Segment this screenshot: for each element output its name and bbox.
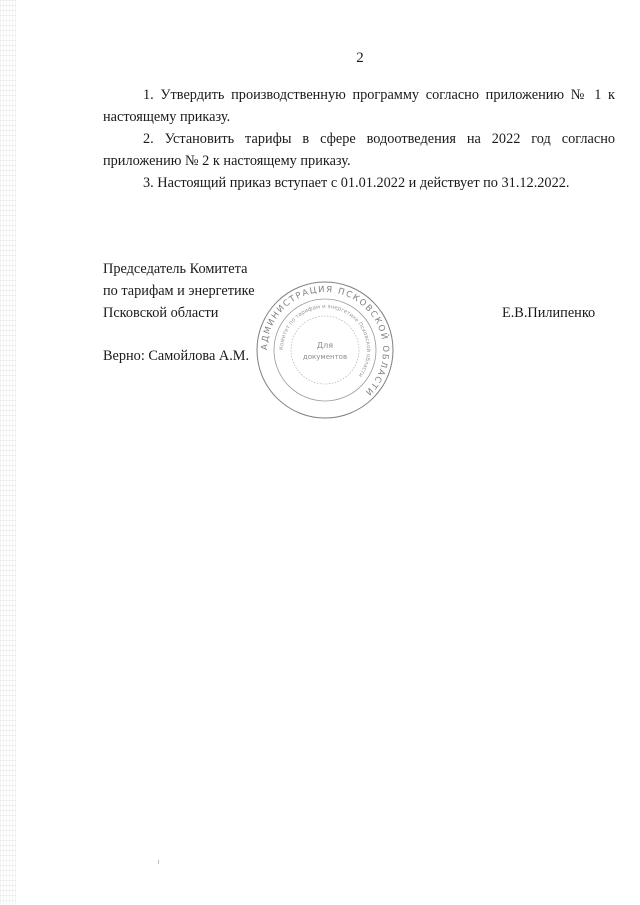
- seal-inner-text: Комитет по тарифам и энергетике Псковской области: [278, 303, 372, 378]
- signer-name: Е.В.Пилипенко: [502, 305, 596, 321]
- position-line-1: Председатель Комитета: [103, 261, 248, 277]
- page-number: 2: [356, 50, 364, 66]
- seal-center-line-1: Для: [316, 341, 334, 350]
- official-seal: [255, 280, 395, 420]
- paragraph-2: 2. Установить тарифы в сфере водоотведения на 2022 год согласно приложению № 2 к настоящему приказу.: [103, 131, 615, 169]
- signatory-position: [103, 258, 255, 324]
- scan-edge-artifact: [0, 0, 16, 905]
- scan-mark: [158, 860, 159, 864]
- paragraph-1: 1. Утвердить производственную программу согласно приложению № 1 к настоящему приказу.: [103, 87, 615, 125]
- verified-by: Верно: Самойлова А.М.: [103, 348, 250, 364]
- seal-center-line-2: документов: [302, 353, 348, 361]
- position-line-3: Псковской области: [103, 305, 219, 321]
- seal-outer-text: АДМИНИСТРАЦИЯ ПСКОВСКОЙ ОБЛАСТИ: [259, 284, 391, 398]
- position-line-2: по тарифам и энергетике: [103, 283, 255, 299]
- paragraph-3: 3. Настоящий приказ вступает с 01.01.2022 и действует по 31.12.2022.: [143, 175, 570, 191]
- order-body: [103, 84, 615, 194]
